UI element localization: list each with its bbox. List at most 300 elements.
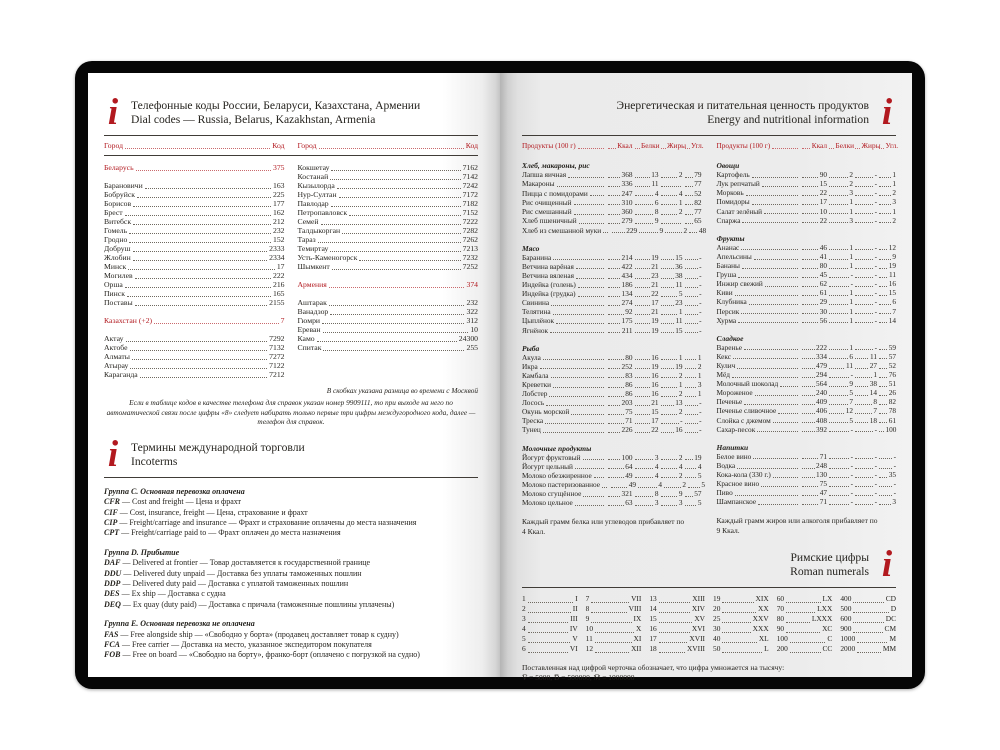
dot-leader bbox=[829, 379, 848, 387]
value-text: 17 bbox=[819, 197, 827, 207]
value-text: 15 bbox=[675, 252, 683, 262]
value-text: 16 bbox=[651, 379, 659, 389]
dot-leader bbox=[635, 416, 650, 424]
nutrition-col-label bbox=[633, 141, 659, 150]
nutrition-col-label bbox=[827, 141, 853, 150]
incoterm-description: — Free on board — «Свободно на борту», франко-борт (оплачено с погрузкой на судно) bbox=[120, 650, 420, 660]
food-name: Печенье сливочное bbox=[716, 406, 777, 416]
nutrition-col-label bbox=[659, 141, 686, 150]
dot-leader bbox=[635, 389, 650, 397]
dot-leader bbox=[608, 471, 624, 479]
food-name: Кока-кола (330 г.) bbox=[716, 470, 771, 479]
roman-row bbox=[777, 594, 833, 604]
value-text: - bbox=[874, 488, 877, 498]
food-row bbox=[522, 316, 702, 325]
dot-leader bbox=[685, 462, 697, 470]
value-text: 4 bbox=[678, 188, 683, 198]
food-value bbox=[606, 326, 633, 335]
food-name: Треска bbox=[522, 416, 544, 426]
dot-leader bbox=[855, 406, 872, 414]
dial-code: 7152 bbox=[462, 208, 478, 217]
dot-leader bbox=[853, 614, 883, 623]
dot-leader bbox=[685, 141, 690, 149]
dial-city-row bbox=[104, 226, 285, 235]
value-text: 82 bbox=[694, 197, 702, 207]
incoterm-abbr: FCA bbox=[104, 640, 121, 650]
dot-leader bbox=[753, 452, 798, 460]
dial-code: 2155 bbox=[269, 298, 285, 307]
roman-number: CM bbox=[884, 624, 897, 634]
value-text: 203 bbox=[621, 398, 633, 408]
city-name: Актобе bbox=[104, 343, 128, 352]
value-text: 211 bbox=[621, 325, 633, 335]
dot-leader bbox=[772, 141, 798, 149]
dot-leader bbox=[608, 398, 621, 406]
dot-leader bbox=[855, 288, 873, 296]
col-label-text: Белки bbox=[641, 141, 660, 150]
dot-leader bbox=[802, 397, 815, 405]
value-text: - bbox=[699, 270, 702, 280]
value-text: 75 bbox=[625, 407, 633, 417]
food-value bbox=[606, 407, 633, 416]
dot-leader bbox=[579, 216, 604, 224]
incoterm-description: — Cost and freight — Цена и фрахт bbox=[120, 497, 242, 507]
dot-leader bbox=[661, 262, 674, 270]
food-row bbox=[717, 207, 897, 216]
incoterm-item bbox=[104, 630, 478, 640]
arabic-number: 2 bbox=[522, 604, 526, 614]
incoterms-group bbox=[104, 487, 478, 539]
arabic-number: 14 bbox=[649, 604, 657, 614]
dial-city-row bbox=[104, 244, 285, 253]
food-value bbox=[633, 380, 659, 389]
dial-code: 232 bbox=[272, 226, 285, 235]
food-value bbox=[850, 479, 877, 489]
value-text: 5 bbox=[678, 289, 683, 299]
food-value bbox=[633, 425, 659, 434]
food-value bbox=[853, 397, 877, 406]
food-name: Тунец bbox=[522, 425, 541, 435]
food-name: Лук репчатый bbox=[716, 179, 760, 189]
value-text: 1 bbox=[697, 352, 702, 362]
dot-leader bbox=[741, 243, 798, 251]
roman-row bbox=[840, 594, 896, 604]
food-value bbox=[683, 453, 702, 462]
food-value bbox=[633, 307, 659, 316]
food-value bbox=[659, 289, 683, 298]
dot-leader bbox=[802, 461, 815, 469]
dot-leader bbox=[635, 398, 650, 406]
roman-number: X bbox=[636, 624, 642, 634]
dot-leader bbox=[661, 223, 682, 224]
food-name: Бананы bbox=[716, 261, 740, 271]
food-name: Киви bbox=[716, 288, 733, 298]
dot-leader bbox=[722, 624, 750, 633]
products-column-header: Продукты (100 г) bbox=[716, 141, 771, 150]
value-text: 59 bbox=[888, 342, 896, 352]
value-text: 9 bbox=[659, 225, 664, 235]
city-name: Витебск bbox=[104, 217, 132, 226]
food-value bbox=[633, 179, 659, 188]
dial-city-row bbox=[298, 334, 479, 343]
food-value bbox=[850, 460, 877, 470]
roman-number: XXV bbox=[752, 614, 769, 624]
dot-leader bbox=[746, 188, 798, 196]
food-value bbox=[827, 179, 853, 188]
dot-leader bbox=[126, 334, 268, 342]
dot-leader bbox=[635, 298, 650, 306]
dot-leader bbox=[635, 189, 654, 197]
dot-leader bbox=[855, 141, 860, 149]
dot-leader bbox=[802, 188, 818, 196]
food-row bbox=[717, 270, 897, 279]
dot-leader bbox=[661, 407, 678, 415]
dot-leader bbox=[879, 216, 891, 224]
dot-leader bbox=[349, 208, 461, 216]
value-text: 82 bbox=[888, 397, 896, 407]
dot-leader bbox=[879, 316, 887, 324]
dot-leader bbox=[685, 307, 698, 315]
dot-leader bbox=[685, 489, 693, 497]
value-text: 19 bbox=[888, 261, 896, 271]
dial-code: 163 bbox=[272, 181, 285, 190]
dot-leader bbox=[829, 279, 849, 287]
dot-leader bbox=[608, 416, 624, 424]
dot-leader bbox=[323, 343, 464, 351]
dot-leader bbox=[661, 253, 674, 261]
food-value bbox=[877, 416, 896, 425]
value-text: - bbox=[893, 488, 896, 498]
value-text: 12 bbox=[888, 242, 896, 252]
incoterm-item bbox=[104, 497, 478, 507]
food-name: Инжир свежий bbox=[716, 279, 763, 289]
dot-leader bbox=[661, 207, 678, 215]
food-value bbox=[606, 489, 633, 498]
value-text: 23 bbox=[675, 298, 683, 308]
food-row bbox=[522, 216, 702, 226]
dot-leader bbox=[568, 170, 603, 178]
dot-leader bbox=[780, 379, 798, 387]
food-value bbox=[853, 252, 877, 261]
incoterm-abbr: DEQ bbox=[104, 599, 121, 609]
food-value bbox=[687, 226, 706, 235]
food-name: Баранина bbox=[522, 252, 552, 262]
dot-leader bbox=[145, 181, 271, 189]
dot-leader bbox=[802, 170, 818, 178]
food-value bbox=[850, 424, 877, 434]
city-name: Атырау bbox=[104, 361, 129, 370]
roman-number: LXX bbox=[817, 604, 833, 614]
dot-leader bbox=[661, 380, 678, 388]
value-text: 16 bbox=[651, 389, 659, 399]
roman-number: VIII bbox=[628, 604, 642, 614]
food-value bbox=[659, 416, 683, 425]
dial-code: 7262 bbox=[462, 235, 478, 244]
city-name: Барановичи bbox=[104, 181, 143, 190]
food-category-title: Молочные продукты bbox=[522, 443, 592, 453]
food-value bbox=[606, 216, 633, 225]
roman-row bbox=[777, 624, 833, 634]
col-label-text: Жиры bbox=[861, 141, 881, 150]
dot-leader bbox=[829, 197, 848, 205]
value-text: 11 bbox=[869, 351, 877, 361]
roman-column bbox=[649, 594, 705, 654]
dot-leader bbox=[879, 488, 892, 496]
value-text: 57 bbox=[888, 351, 896, 361]
food-value bbox=[827, 370, 853, 379]
dot-leader bbox=[661, 362, 674, 370]
value-text: 45 bbox=[819, 270, 827, 280]
dot-leader bbox=[855, 379, 868, 387]
value-text: 16 bbox=[651, 370, 659, 380]
food-row bbox=[522, 453, 702, 462]
dial-city-row bbox=[298, 253, 479, 262]
roman-row bbox=[649, 634, 705, 644]
value-text: 3 bbox=[678, 498, 683, 508]
arabic-number: 15 bbox=[649, 614, 657, 624]
dot-leader bbox=[855, 179, 873, 187]
food-value bbox=[633, 216, 659, 225]
food-value bbox=[633, 407, 659, 416]
value-text: 360 bbox=[621, 206, 633, 216]
value-text: 100 bbox=[885, 424, 897, 434]
dial-code: 7142 bbox=[462, 172, 478, 181]
arabic-number: 12 bbox=[585, 644, 594, 654]
dot-leader bbox=[685, 425, 698, 433]
dot-leader bbox=[322, 316, 464, 324]
dot-leader bbox=[591, 594, 629, 603]
roman-number: CC bbox=[822, 644, 833, 654]
value-text: 2 bbox=[678, 389, 683, 399]
dial-code: 7182 bbox=[462, 199, 478, 208]
value-text: 64 bbox=[625, 461, 633, 471]
roman-number: VII bbox=[631, 594, 642, 604]
incoterm-abbr: CFR bbox=[104, 497, 121, 507]
dot-leader bbox=[635, 141, 640, 149]
food-value bbox=[606, 262, 633, 271]
roman-number: XI bbox=[633, 634, 642, 644]
value-text: 422 bbox=[621, 261, 633, 271]
food-value bbox=[606, 280, 633, 289]
dot-leader bbox=[829, 397, 848, 405]
dot-leader bbox=[608, 198, 621, 206]
value-text: - bbox=[874, 342, 877, 352]
dial-city-row bbox=[298, 217, 479, 226]
food-category-title: Рыба bbox=[522, 343, 540, 353]
food-value bbox=[606, 453, 633, 462]
dot-leader bbox=[575, 498, 604, 506]
food-value bbox=[633, 489, 659, 498]
dot-leader bbox=[829, 488, 849, 496]
value-text: - bbox=[850, 497, 853, 507]
food-value bbox=[609, 480, 636, 489]
food-value bbox=[659, 316, 683, 325]
dial-city-row bbox=[298, 163, 479, 172]
value-text: 90 bbox=[819, 170, 827, 180]
food-value bbox=[633, 207, 659, 216]
nutrition-col-label bbox=[606, 141, 633, 150]
dot-leader bbox=[879, 379, 887, 387]
roman-numerals-table bbox=[522, 594, 896, 654]
city-name: Алматы bbox=[104, 352, 130, 361]
food-value bbox=[853, 288, 877, 297]
value-text: 1 bbox=[678, 307, 683, 317]
arabic-number: 50 bbox=[713, 644, 721, 654]
roman-row bbox=[649, 644, 705, 654]
food-value bbox=[800, 343, 827, 352]
food-value bbox=[683, 271, 702, 280]
dot-leader bbox=[331, 199, 461, 207]
value-text: 92 bbox=[625, 307, 633, 317]
dot-leader bbox=[661, 389, 678, 397]
food-value bbox=[853, 179, 877, 188]
roman-number: V bbox=[572, 634, 578, 644]
dot-leader bbox=[553, 380, 603, 388]
dot-leader bbox=[661, 298, 674, 306]
food-value bbox=[853, 207, 877, 216]
food-name: Спаржа bbox=[716, 215, 741, 225]
food-value bbox=[606, 398, 633, 407]
nutrition-head-row bbox=[717, 141, 897, 150]
food-value bbox=[853, 216, 877, 225]
value-text: 3 bbox=[654, 452, 659, 462]
food-row bbox=[522, 307, 702, 316]
food-value bbox=[633, 271, 659, 280]
value-text: 80 bbox=[819, 261, 827, 271]
value-text: - bbox=[893, 460, 896, 470]
roman-numerals-note bbox=[522, 663, 896, 682]
food-value bbox=[606, 362, 633, 371]
incoterm-abbr: DES bbox=[104, 589, 120, 599]
value-text: 13 bbox=[651, 170, 659, 180]
dot-leader bbox=[853, 604, 888, 613]
value-text: - bbox=[850, 424, 853, 434]
dot-leader bbox=[879, 352, 887, 360]
value-text: 41 bbox=[819, 251, 827, 261]
food-name: Апельсины bbox=[716, 251, 752, 261]
value-text: - bbox=[874, 424, 877, 434]
food-value bbox=[874, 342, 896, 352]
value-text: 100 bbox=[621, 452, 633, 462]
country-name: Казахстан (+2) bbox=[104, 316, 153, 325]
roman-row bbox=[777, 604, 833, 614]
value-text: 15 bbox=[675, 325, 683, 335]
food-value bbox=[606, 389, 633, 398]
dot-leader bbox=[879, 497, 891, 505]
food-value bbox=[853, 197, 877, 206]
food-value bbox=[683, 371, 702, 380]
dot-leader bbox=[575, 462, 604, 470]
food-value bbox=[874, 424, 897, 434]
value-text: 6 bbox=[654, 197, 659, 207]
roman-row bbox=[586, 644, 642, 654]
value-text: 2 bbox=[678, 170, 683, 180]
value-text: 46 bbox=[819, 242, 827, 252]
nutrition-col-label bbox=[853, 141, 881, 150]
value-text: - bbox=[874, 197, 877, 207]
dot-leader bbox=[855, 397, 872, 405]
food-value bbox=[853, 388, 877, 397]
arabic-number: 25 bbox=[713, 614, 721, 624]
col-label-text: Ккал bbox=[617, 141, 633, 150]
dot-leader bbox=[661, 186, 682, 187]
arabic-number: 200 bbox=[776, 644, 788, 654]
dot-leader bbox=[329, 298, 465, 306]
dot-leader bbox=[802, 370, 815, 378]
food-value bbox=[827, 252, 853, 261]
food-value bbox=[683, 307, 702, 316]
food-value bbox=[827, 343, 853, 352]
food-value bbox=[827, 361, 853, 370]
value-text: 2 bbox=[892, 215, 896, 225]
food-row bbox=[522, 189, 702, 198]
dot-leader bbox=[661, 489, 678, 497]
book-spread bbox=[88, 73, 912, 682]
food-value bbox=[800, 316, 827, 325]
dot-leader bbox=[754, 252, 798, 260]
value-text: - bbox=[850, 479, 853, 489]
dot-leader bbox=[829, 307, 848, 315]
food-value bbox=[633, 326, 659, 335]
dot-leader bbox=[125, 141, 270, 149]
dot-leader bbox=[661, 170, 678, 178]
value-text: 5 bbox=[849, 415, 853, 425]
dial-city-row bbox=[298, 190, 479, 199]
dot-leader bbox=[591, 614, 631, 623]
food-value bbox=[827, 197, 853, 206]
value-text: 175 bbox=[621, 316, 633, 326]
food-value bbox=[800, 461, 827, 470]
city-column-header: Город bbox=[297, 141, 317, 150]
food-value bbox=[683, 425, 702, 434]
dot-leader bbox=[635, 380, 650, 388]
dial-code: 216 bbox=[272, 280, 285, 289]
value-text: 222 bbox=[816, 342, 827, 352]
value-text: 336 bbox=[621, 179, 633, 189]
dot-leader bbox=[879, 141, 884, 149]
value-text: 7 bbox=[849, 397, 853, 407]
city-name: Актау bbox=[104, 334, 124, 343]
dot-leader bbox=[685, 179, 693, 187]
nutrition-col-label bbox=[800, 141, 827, 150]
value-text: 3 bbox=[654, 498, 659, 508]
dot-leader bbox=[802, 361, 815, 369]
dot-leader bbox=[639, 226, 658, 234]
food-name: Красное вино bbox=[716, 479, 760, 489]
dot-leader bbox=[722, 634, 756, 643]
food-value bbox=[850, 470, 877, 479]
food-value bbox=[874, 451, 896, 461]
dot-leader bbox=[574, 198, 604, 206]
value-text: 2 bbox=[678, 407, 683, 417]
food-value bbox=[662, 480, 686, 489]
value-text: 1 bbox=[849, 206, 853, 216]
value-text: 1 bbox=[849, 297, 853, 307]
dot-leader bbox=[689, 226, 697, 234]
value-text: 15 bbox=[651, 407, 659, 417]
dial-city-row bbox=[104, 370, 285, 379]
value-text: 248 bbox=[816, 460, 827, 470]
roman-row bbox=[713, 634, 769, 644]
food-row bbox=[717, 370, 897, 379]
dial-code: 2334 bbox=[269, 253, 285, 262]
dot-leader bbox=[853, 624, 882, 633]
food-value bbox=[800, 452, 827, 461]
food-value bbox=[853, 307, 877, 316]
dot-leader bbox=[685, 353, 697, 361]
dot-leader bbox=[323, 325, 469, 333]
dot-leader bbox=[608, 462, 624, 470]
